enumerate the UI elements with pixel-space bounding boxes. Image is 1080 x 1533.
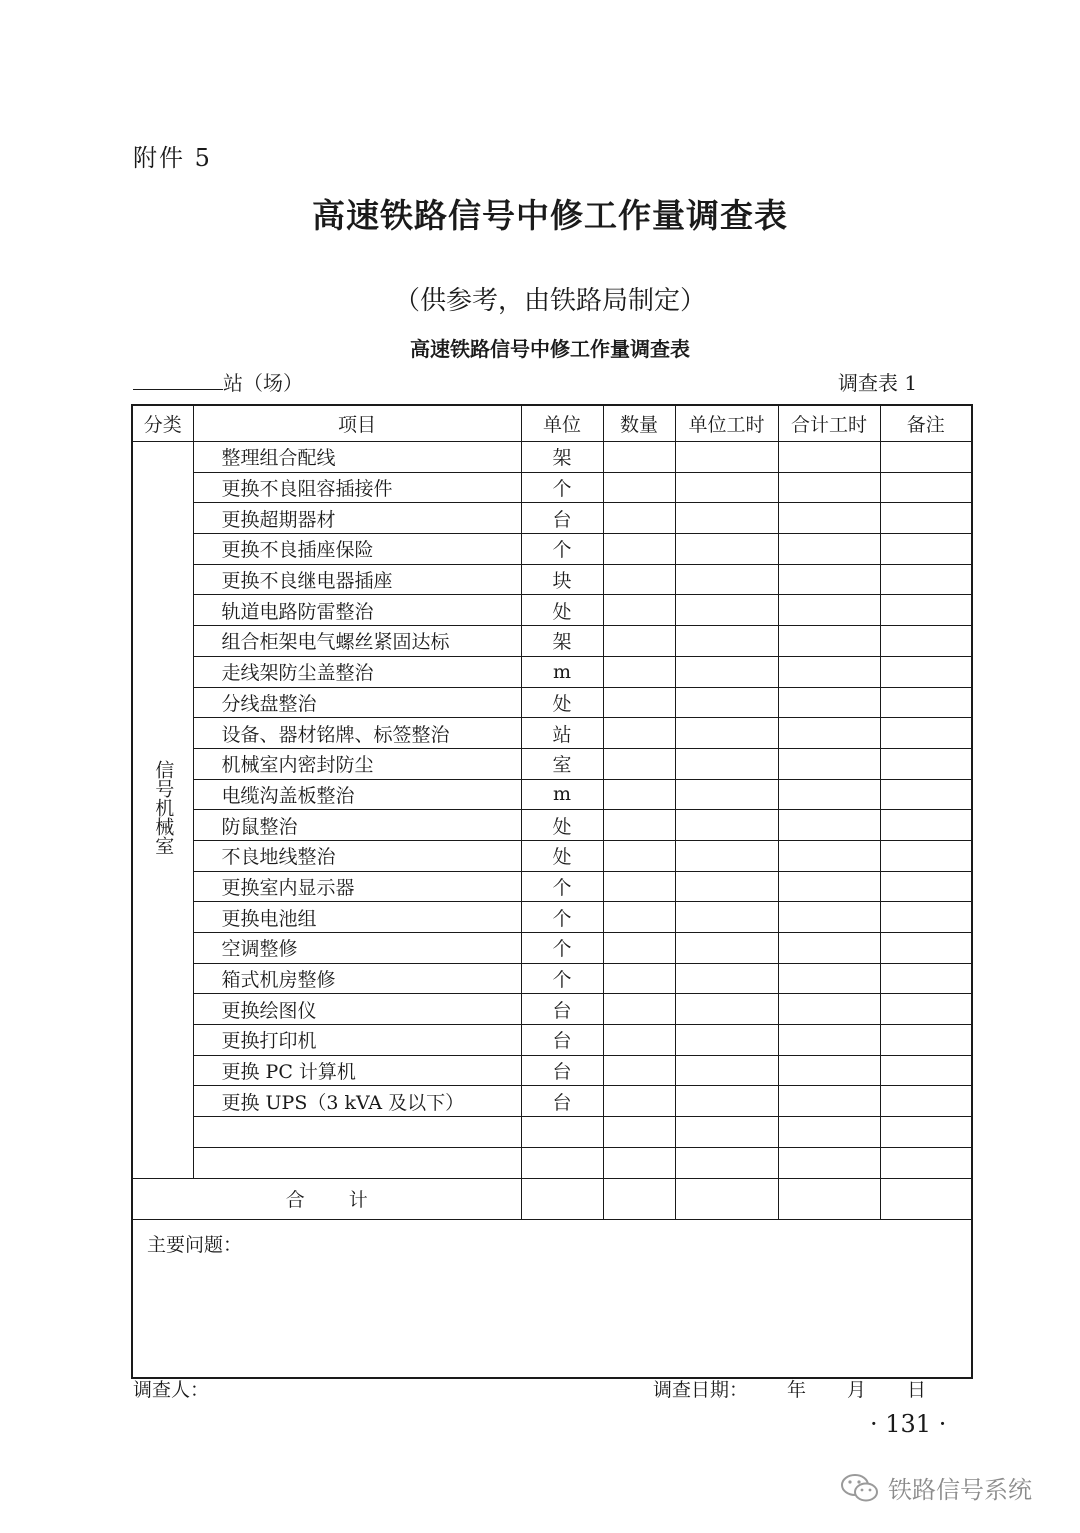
date-day: 日	[907, 1379, 927, 1401]
quantity-cell[interactable]	[603, 1055, 675, 1086]
unit-cell	[521, 1147, 603, 1178]
total-hours-cell[interactable]	[778, 840, 880, 871]
table-row	[132, 748, 972, 779]
remarks-cell[interactable]	[880, 718, 972, 749]
total-hours-cell[interactable]	[778, 963, 880, 994]
item-cell: 更换绘图仪	[193, 994, 521, 1025]
remarks-cell[interactable]	[880, 503, 972, 534]
remarks-cell[interactable]	[880, 1117, 972, 1148]
table-row	[132, 963, 972, 994]
table-body	[132, 442, 972, 1378]
watermark-text: 铁路信号系统	[888, 1476, 1032, 1504]
item-cell: 设备、器材铭牌、标签整治	[193, 718, 521, 749]
unit-cell: 台	[521, 503, 603, 534]
date-label: 调查日期：	[653, 1379, 749, 1401]
remarks-cell[interactable]	[880, 1055, 972, 1086]
quantity-cell[interactable]	[603, 472, 675, 503]
unit-hours-cell[interactable]	[675, 442, 778, 473]
remarks-cell[interactable]	[880, 748, 972, 779]
total-hours-cell[interactable]	[778, 779, 880, 810]
unit-cell: 个	[521, 871, 603, 902]
unit-hours-cell[interactable]	[675, 1147, 778, 1178]
remarks-cell[interactable]	[880, 871, 972, 902]
item-cell: 电缆沟盖板整治	[193, 779, 521, 810]
table-row	[132, 1086, 972, 1117]
watermark	[840, 1470, 1032, 1505]
total-hours-cell[interactable]	[778, 1086, 880, 1117]
total-hours-cell[interactable]	[778, 748, 880, 779]
unit-hours-cell[interactable]	[675, 810, 778, 841]
table-row	[132, 1147, 972, 1178]
total-hours-cell[interactable]	[778, 1147, 880, 1178]
remarks-cell[interactable]	[880, 902, 972, 933]
unit-cell: 架	[521, 442, 603, 473]
quantity-cell[interactable]	[603, 626, 675, 657]
subnote: （供参考，由铁路局制定）	[393, 286, 706, 316]
table-row	[132, 472, 972, 503]
total-hours-cell[interactable]	[778, 687, 880, 718]
header-unit: 单位	[521, 405, 603, 442]
survey-table	[131, 404, 973, 1379]
total-hours-cell[interactable]	[778, 994, 880, 1025]
item-cell: 机械室内密封防尘	[193, 748, 521, 779]
unit-hours-cell[interactable]	[675, 534, 778, 565]
quantity-cell[interactable]	[603, 718, 675, 749]
unit-hours-cell[interactable]	[675, 1055, 778, 1086]
surveyor-label: 调查人：	[133, 1379, 210, 1401]
remarks-cell[interactable]	[880, 1025, 972, 1056]
table-row	[132, 1025, 972, 1056]
unit-cell: 个	[521, 933, 603, 964]
unit-hours-cell[interactable]	[675, 748, 778, 779]
quantity-cell[interactable]	[603, 840, 675, 871]
item-cell: 轨道电路防雷整治	[193, 595, 521, 626]
remarks-cell[interactable]	[880, 1147, 972, 1178]
header-category: 分类	[132, 405, 193, 442]
unit-cell: 处	[521, 810, 603, 841]
unit-cell: 个	[521, 534, 603, 565]
item-cell: 更换打印机	[193, 1025, 521, 1056]
unit-cell: m	[521, 656, 603, 687]
quantity-cell[interactable]	[603, 1147, 675, 1178]
table-row	[132, 902, 972, 933]
table-title: 高速铁路信号中修工作量调查表	[410, 337, 690, 361]
total-unit-cell[interactable]	[521, 1178, 603, 1219]
total-hours-cell[interactable]	[778, 534, 880, 565]
item-cell: 更换电池组	[193, 902, 521, 933]
remarks-cell[interactable]	[880, 472, 972, 503]
unit-cell: 处	[521, 840, 603, 871]
table-row	[132, 871, 972, 902]
quantity-cell[interactable]	[603, 1025, 675, 1056]
table-row	[132, 933, 972, 964]
header-quantity: 数量	[603, 405, 675, 442]
category-cell	[132, 442, 193, 1179]
table-row	[132, 564, 972, 595]
remarks-cell[interactable]	[880, 810, 972, 841]
unit-cell: 个	[521, 902, 603, 933]
item-cell: 更换不良插座保险	[193, 534, 521, 565]
item-cell: 组合柜架电气螺丝紧固达标	[193, 626, 521, 657]
remarks-cell[interactable]	[880, 779, 972, 810]
quantity-cell[interactable]	[603, 1117, 675, 1148]
total-remarks-cell[interactable]	[880, 1178, 972, 1219]
total-hours-cell[interactable]	[778, 902, 880, 933]
unit-hours-cell[interactable]	[675, 656, 778, 687]
page-title: 高速铁路信号中修工作量调查表	[312, 196, 788, 235]
unit-cell: m	[521, 779, 603, 810]
item-cell	[193, 1117, 521, 1148]
station-field	[133, 367, 303, 396]
remarks-cell[interactable]	[880, 840, 972, 871]
total-hours-cell[interactable]	[778, 871, 880, 902]
table-row	[132, 687, 972, 718]
total-hours-cell[interactable]	[778, 1117, 880, 1148]
total-hours-cell[interactable]	[778, 718, 880, 749]
total-quantity-cell[interactable]	[603, 1178, 675, 1219]
quantity-cell[interactable]	[603, 687, 675, 718]
unit-cell: 台	[521, 1025, 603, 1056]
table-row	[132, 994, 972, 1025]
unit-hours-cell[interactable]	[675, 626, 778, 657]
unit-cell: 处	[521, 687, 603, 718]
total-hours-cell[interactable]	[778, 442, 880, 473]
item-cell: 空调整修	[193, 933, 521, 964]
remarks-cell[interactable]	[880, 963, 972, 994]
unit-cell: 台	[521, 1086, 603, 1117]
item-cell: 走线架防尘盖整治	[193, 656, 521, 687]
attachment-label: 附件 5	[133, 144, 212, 172]
page-number: · 131 ·	[870, 1410, 947, 1438]
total-hours-cell[interactable]	[778, 1178, 880, 1219]
item-cell: 防鼠整治	[193, 810, 521, 841]
unit-hours-cell[interactable]	[675, 1086, 778, 1117]
unit-hours-cell[interactable]	[675, 994, 778, 1025]
item-cell: 更换 PC 计算机	[193, 1055, 521, 1086]
table-row	[132, 626, 972, 657]
total-hours-cell[interactable]	[778, 626, 880, 657]
remarks-cell[interactable]	[880, 656, 972, 687]
issues-cell[interactable]	[132, 1219, 972, 1378]
item-cell: 整理组合配线	[193, 442, 521, 473]
quantity-cell[interactable]	[603, 902, 675, 933]
item-cell: 箱式机房整修	[193, 963, 521, 994]
remarks-cell[interactable]	[880, 933, 972, 964]
unit-hours-cell[interactable]	[675, 963, 778, 994]
total-hours-cell[interactable]	[778, 564, 880, 595]
unit-cell: 架	[521, 626, 603, 657]
quantity-cell[interactable]	[603, 810, 675, 841]
item-cell: 不良地线整治	[193, 840, 521, 871]
unit-hours-cell[interactable]	[675, 933, 778, 964]
unit-cell: 块	[521, 564, 603, 595]
unit-hours-cell[interactable]	[675, 779, 778, 810]
quantity-cell[interactable]	[603, 748, 675, 779]
table-row	[132, 1055, 972, 1086]
quantity-cell[interactable]	[603, 595, 675, 626]
quantity-cell[interactable]	[603, 779, 675, 810]
unit-cell: 台	[521, 1055, 603, 1086]
table-number: 调查表 1	[838, 371, 918, 395]
table-row	[132, 779, 972, 810]
remarks-cell[interactable]	[880, 626, 972, 657]
unit-hours-cell[interactable]	[675, 902, 778, 933]
table-row	[132, 718, 972, 749]
unit-hours-cell[interactable]	[675, 718, 778, 749]
quantity-cell[interactable]	[603, 963, 675, 994]
total-hours-cell[interactable]	[778, 656, 880, 687]
quantity-cell[interactable]	[603, 994, 675, 1025]
item-cell: 更换不良继电器插座	[193, 564, 521, 595]
total-hours-cell[interactable]	[778, 933, 880, 964]
total-label: 合计	[132, 1178, 521, 1219]
quantity-cell[interactable]	[603, 534, 675, 565]
wechat-icon	[840, 1472, 880, 1504]
unit-hours-cell[interactable]	[675, 840, 778, 871]
table-row	[132, 656, 972, 687]
date-month: 月	[847, 1379, 867, 1401]
total-hours-cell[interactable]	[778, 595, 880, 626]
remarks-cell[interactable]	[880, 595, 972, 626]
item-cell: 更换不良阻容插接件	[193, 472, 521, 503]
survey-date	[653, 1375, 926, 1402]
unit-cell: 站	[521, 718, 603, 749]
unit-cell: 个	[521, 472, 603, 503]
table-row	[132, 534, 972, 565]
date-year: 年	[787, 1379, 807, 1401]
quantity-cell[interactable]	[603, 871, 675, 902]
remarks-cell[interactable]	[880, 994, 972, 1025]
quantity-cell[interactable]	[603, 933, 675, 964]
quantity-cell[interactable]	[603, 503, 675, 534]
remarks-cell[interactable]	[880, 1086, 972, 1117]
unit-hours-cell[interactable]	[675, 564, 778, 595]
total-row	[132, 1178, 972, 1219]
unit-hours-cell[interactable]	[675, 472, 778, 503]
quantity-cell[interactable]	[603, 442, 675, 473]
remarks-cell[interactable]	[880, 534, 972, 565]
unit-cell: 台	[521, 994, 603, 1025]
table-row	[132, 503, 972, 534]
unit-cell: 室	[521, 748, 603, 779]
unit-hours-cell[interactable]	[675, 1025, 778, 1056]
issues-row	[132, 1219, 972, 1378]
item-cell: 更换超期器材	[193, 503, 521, 534]
unit-cell	[521, 1117, 603, 1148]
unit-hours-cell[interactable]	[675, 687, 778, 718]
quantity-cell[interactable]	[603, 564, 675, 595]
table-row	[132, 810, 972, 841]
table-row	[132, 840, 972, 871]
item-cell: 分线盘整治	[193, 687, 521, 718]
category-label: 信号机械室	[152, 759, 175, 855]
header-total-hours: 合计工时	[778, 405, 880, 442]
header-unit-hours: 单位工时	[675, 405, 778, 442]
table-row	[132, 1117, 972, 1148]
quantity-cell[interactable]	[603, 656, 675, 687]
total-unit-hours-cell[interactable]	[675, 1178, 778, 1219]
unit-cell: 个	[521, 963, 603, 994]
header-item: 项目	[193, 405, 521, 442]
table-row	[132, 595, 972, 626]
header-remarks: 备注	[880, 405, 972, 442]
item-cell: 更换室内显示器	[193, 871, 521, 902]
total-hours-cell[interactable]	[778, 1055, 880, 1086]
unit-hours-cell[interactable]	[675, 871, 778, 902]
unit-hours-cell[interactable]	[675, 1117, 778, 1148]
unit-hours-cell[interactable]	[675, 595, 778, 626]
item-cell: 更换 UPS（3 kVA 及以下）	[193, 1086, 521, 1117]
remarks-cell[interactable]	[880, 687, 972, 718]
station-label: 站（场）	[223, 371, 303, 395]
table-row	[132, 442, 972, 473]
quantity-cell[interactable]	[603, 1086, 675, 1117]
remarks-cell[interactable]	[880, 564, 972, 595]
remarks-cell[interactable]	[880, 442, 972, 473]
total-hours-cell[interactable]	[778, 503, 880, 534]
total-hours-cell[interactable]	[778, 810, 880, 841]
unit-cell: 处	[521, 595, 603, 626]
total-hours-cell[interactable]	[778, 1025, 880, 1056]
station-blank	[133, 371, 223, 390]
total-hours-cell[interactable]	[778, 472, 880, 503]
issues-label: 主要问题：	[147, 1233, 243, 1256]
item-cell	[193, 1147, 521, 1178]
unit-hours-cell[interactable]	[675, 503, 778, 534]
header-row	[132, 405, 972, 442]
